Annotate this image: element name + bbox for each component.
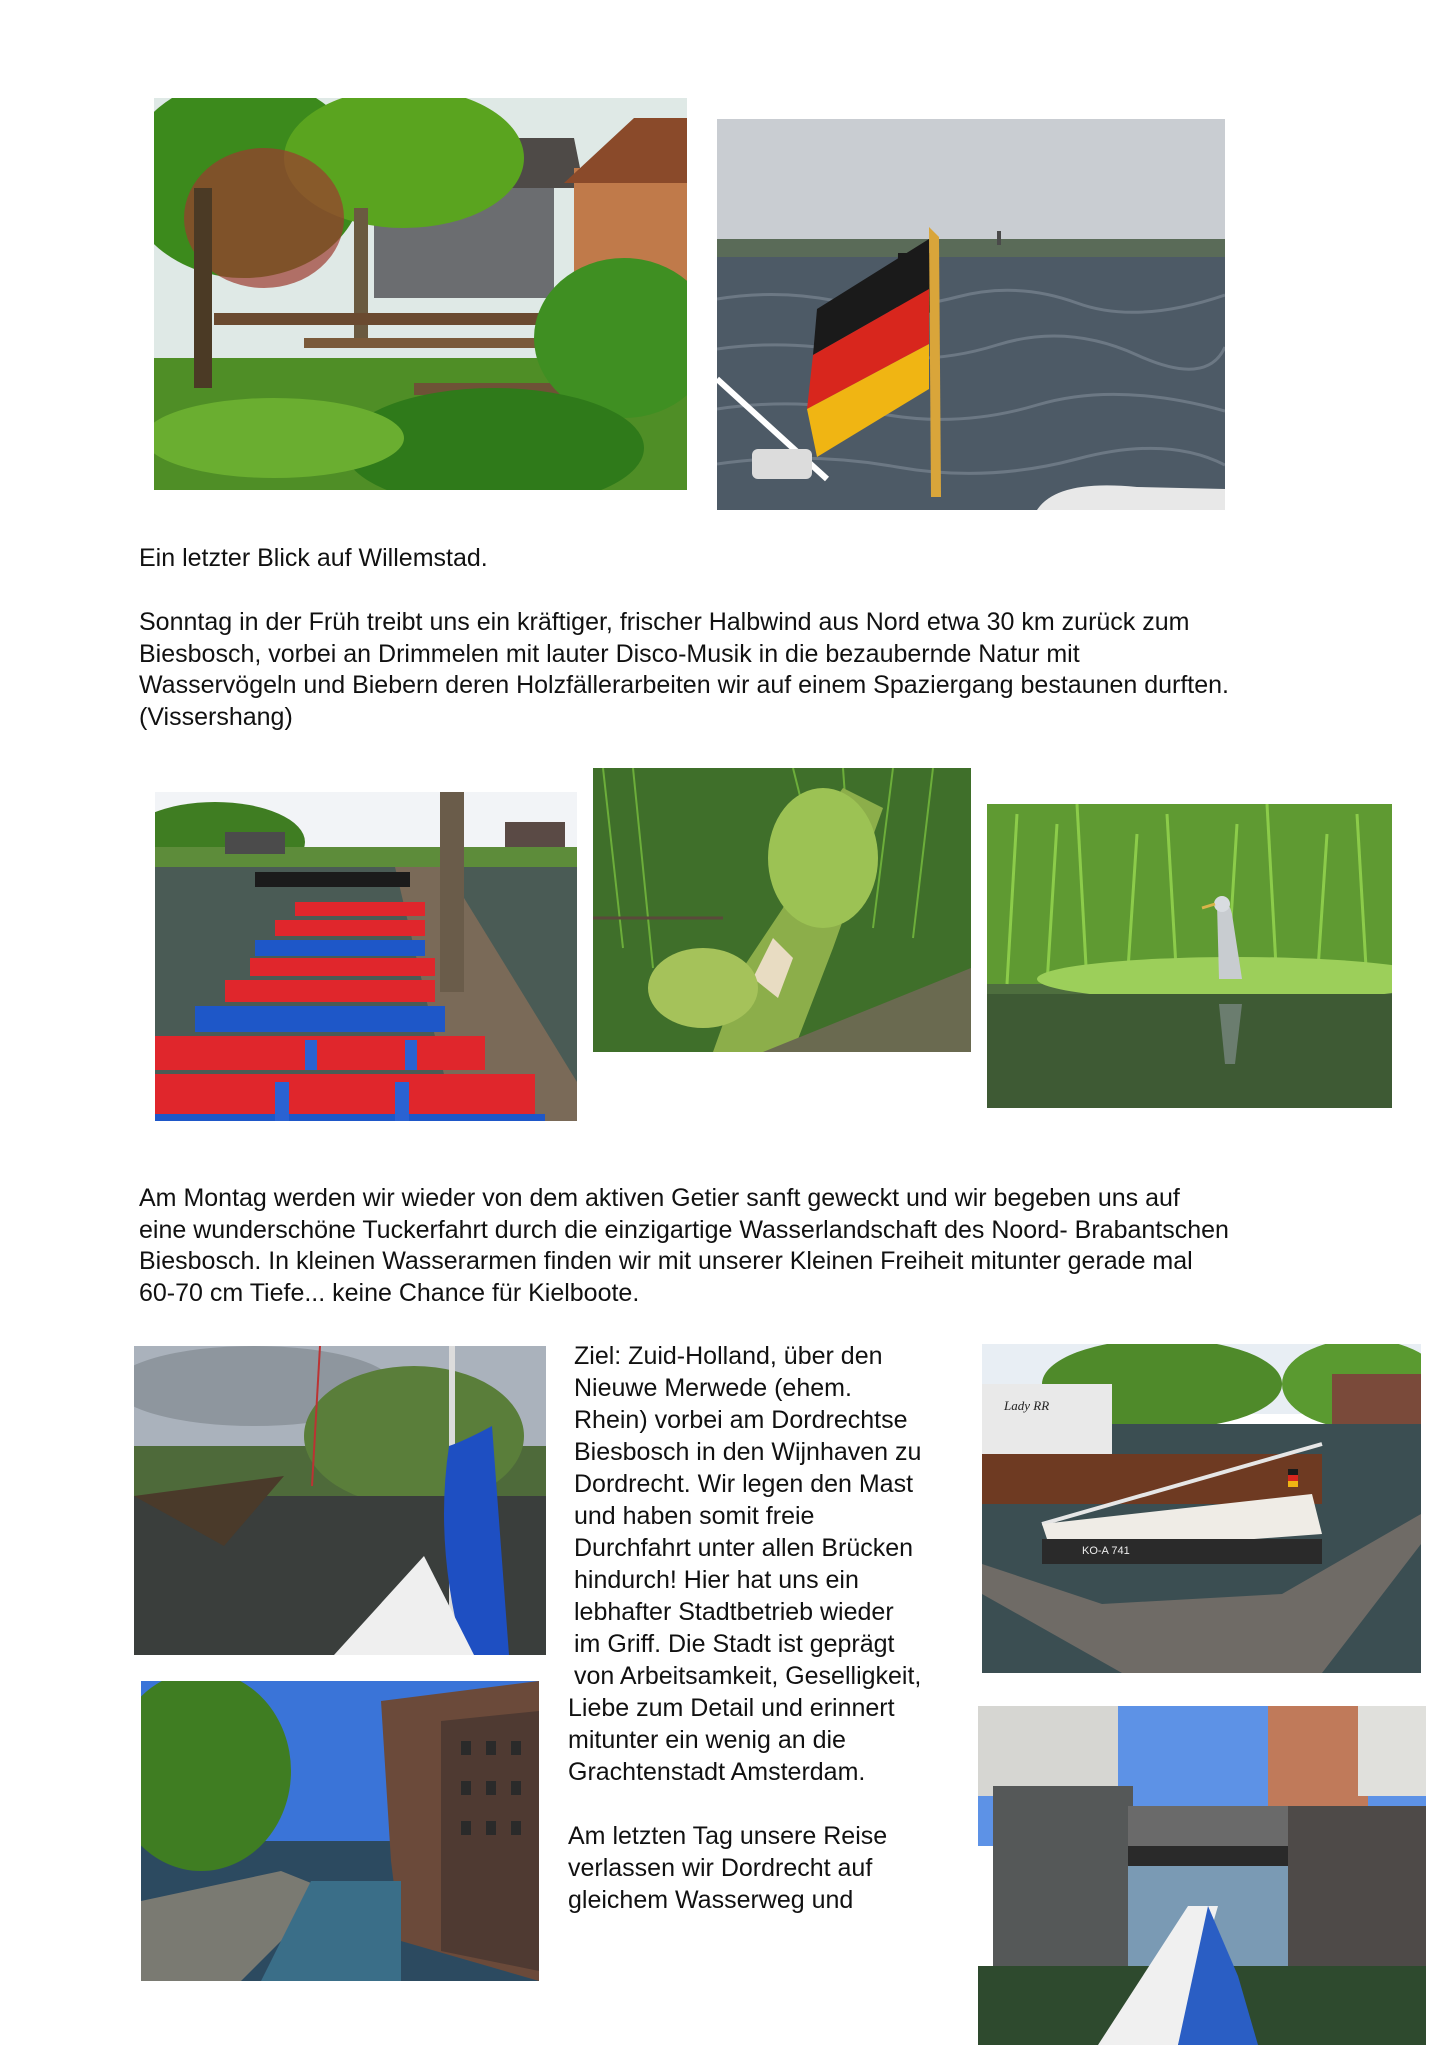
river-sail-photo [134, 1346, 546, 1655]
text-column-last-day: Liebe zum Detail und erinnert mitunter ein wenig an die Grachtenstadt Amsterdam. Am letzten Tag unsere Reise verlassen wir Dordrecht auf gleichem Wasserweg und [568, 1694, 895, 1914]
red-rowboats-photo [155, 792, 577, 1121]
boat-registration-label: KO-A 741 [1082, 1545, 1130, 1557]
dordrecht-canal-photo [141, 1681, 539, 1981]
boat-name-label: Lady RR [1004, 1398, 1050, 1413]
beaver-gnawed-stump-photo [593, 768, 971, 1052]
willemstad-village-photo [154, 98, 687, 490]
caption-willemstad: Ein letzter Blick auf Willemstad. [139, 544, 488, 572]
bridge-passage-photo [978, 1706, 1426, 2045]
text-column-dordrecht: Ziel: Zuid-Holland, über den Nieuwe Merwede (ehem. Rhein) vorbei am Dordrechtse Biesbosch in den Wijnhaven zu Dordrecht. Wir legen den Mast und haben somit freie Durchfahrt unter allen Brücken hindurch! Hier hat uns ein lebhafter Stadtbetrieb wieder im Griff. Die Stadt ist geprägt von Arbeitsamkeit, Geselligkeit, [574, 1342, 922, 1690]
dordrecht-harbour-photo [982, 1344, 1421, 1673]
heron-reeds-photo [987, 804, 1392, 1108]
paragraph-sunday: Sonntag in der Früh treibt uns ein kräftiger, frischer Halbwind aus Nord etwa 30 km zurück zum Biesbosch, vorbei an Drimmelen mit lauter Disco-Musik in die bezaubernde Natur mit Wasservögeln und Biebern deren Holzfällerarbeiten wir auf einem Spaziergang bestaunen durften. (Vissershang) [139, 608, 1230, 731]
paragraph-monday: Am Montag werden wir wieder von dem aktiven Getier sanft geweckt und wir begeben uns auf eine wunderschöne Tuckerfahrt durch die einzigartige Wasserlandschaft des Noord- Brabantschen Biesbosch. In kleinen Wasserarmen finden wir mit unserer Kleinen Freiheit mitunter gerade mal 60-70 cm Tiefe... keine Chance für Kielboote. [139, 1184, 1229, 1307]
german-flag-water-photo [717, 119, 1225, 510]
